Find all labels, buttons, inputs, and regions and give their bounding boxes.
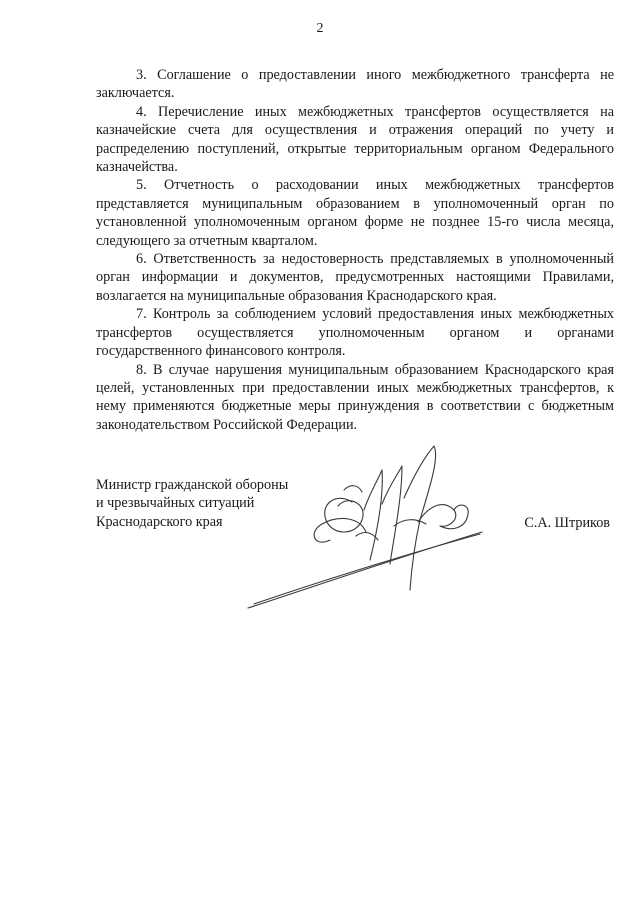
paragraph-4: 4. Перечисление иных межбюджетных трансфертов осуществляется на казначейские счета для осуществления и отражения операций по учету и распределению поступлений, открытые территориальным органом Федерального казначейства. [96,103,614,176]
signatory-name: С.А. Штриков [524,515,610,531]
paragraph-6: 6. Ответственность за недостоверность представляемых в уполномоченный орган информации и документов, предусмотренных настоящими Правилами, возлагается на муниципальные образования Краснодарского края. [96,251,614,304]
paragraph-3: 3. Соглашение о предоставлении иного межбюджетного трансферта не заключается. [96,67,614,102]
paragraph-7: 7. Контроль за соблюдением условий предоставления иных межбюджетных трансфертов осуществляется уполномоченным органом и органами государственного финансового контроля. [96,306,614,360]
signature-block [96,476,614,636]
paragraph-5: 5. Отчетность о расходовании иных межбюджетных трансфертов представляется муниципальным образованием в уполномоченный орган по установленной уполномоченным органом форме не позднее 15-го числа месяца, следующего за отчетным кварталом. [96,177,614,249]
position-line-2: и чрезвычайных ситуаций [96,495,255,512]
handwritten-signature [244,440,494,620]
paragraph-8: 8. В случае нарушения муниципальным образованием Краснодарского края целей, установленных при предоставлении иных межбюджетных трансфертов, к нему применяются бюджетные меры принуждения в соответствии с бюджетным законодательством Российской Федерации. [96,361,614,433]
document-body [96,66,614,434]
position-line-3: Краснодарского края [96,513,223,530]
position-line-1: Министр гражданской обороны [96,477,289,493]
page-number: 2 [316,21,324,36]
